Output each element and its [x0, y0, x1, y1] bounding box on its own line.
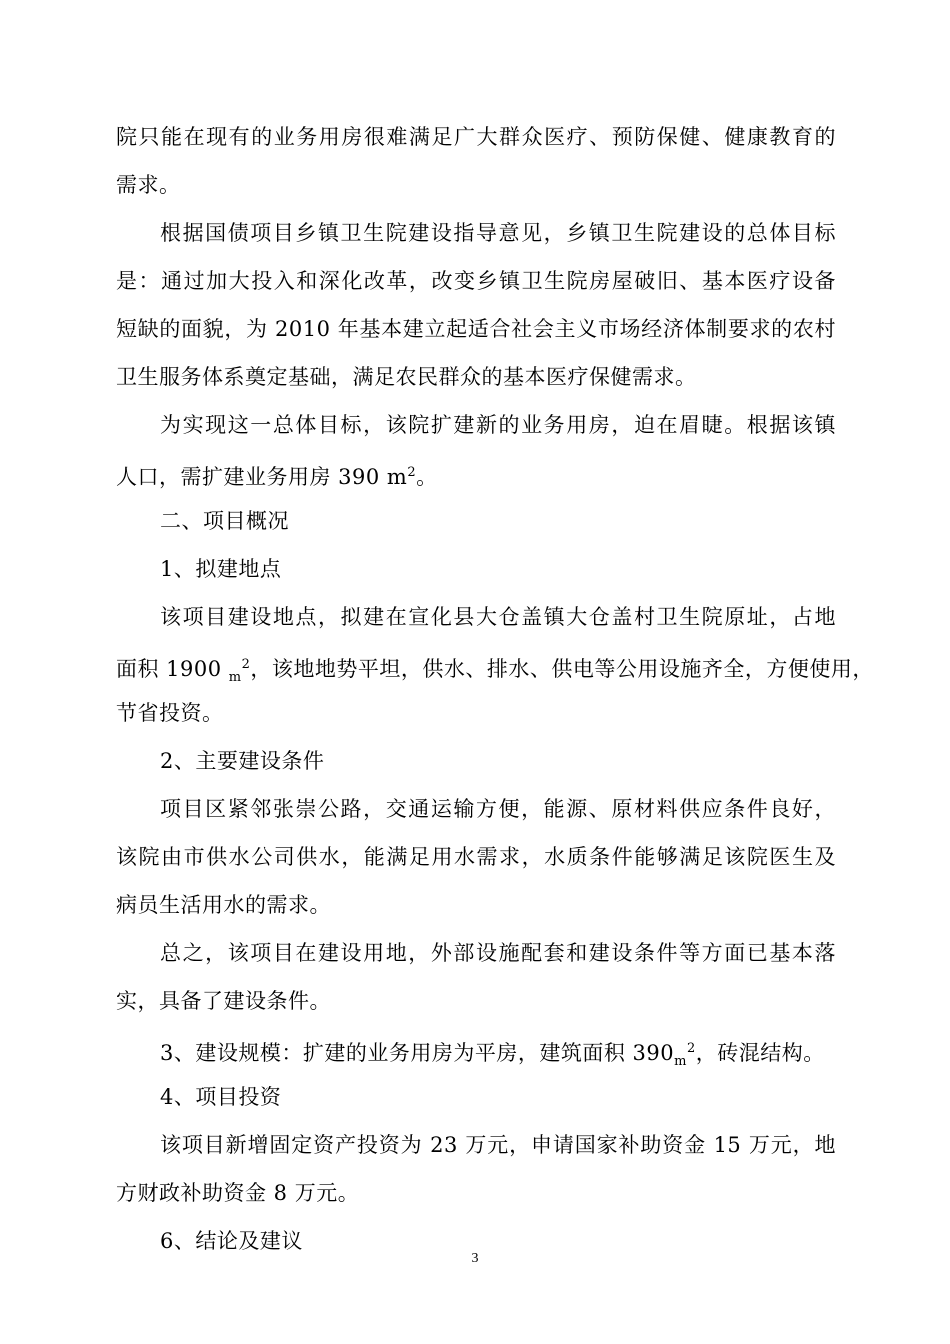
paragraph-line: 节省投资。 [116, 701, 224, 725]
paragraph-line: 为实现这一总体目标，该院扩建新的业务用房，迫在眉睫。根据该镇 [160, 413, 836, 437]
section-heading: 4、项目投资 [160, 1085, 282, 1109]
section-heading: 2、主要建设条件 [160, 749, 325, 773]
line-text: 。 [416, 465, 438, 489]
paragraph-line: 该项目新增固定资产投资为 23 万元，申请国家补助资金 15 万元，地 [160, 1133, 836, 1157]
line-text: 人口，需扩建业务用房 390 m [116, 465, 408, 489]
paragraph-line: 是：通过加大投入和深化改革，改变乡镇卫生院房屋破旧、基本医疗设备 [116, 269, 836, 293]
paragraph-line [116, 650, 874, 686]
paragraph-line [116, 458, 836, 488]
section-heading: 1、拟建地点 [160, 557, 282, 581]
paragraph-line: 短缺的面貌，为 2010 年基本建立起适合社会主义市场经济体制要求的农村 [116, 317, 836, 341]
paragraph-line: 病员生活用水的需求。 [116, 893, 331, 917]
paragraph-line: 项目区紧邻张崇公路，交通运输方便，能源、原材料供应条件良好， [160, 797, 836, 821]
paragraph-line: 该项目建设地点，拟建在宣化县大仓盖镇大仓盖村卫生院原址，占地 [160, 605, 836, 629]
paragraph-line: 该院由市供水公司供水，能满足用水需求，水质条件能够满足该院医生及 [116, 845, 836, 869]
unit-superscript: 2 [407, 465, 417, 480]
unit-subscript: m [674, 1054, 687, 1070]
paragraph-line: 院只能在现有的业务用房很难满足广大群众医疗、预防保健、健康教育的 [116, 125, 836, 149]
unit-superscript: 2 [686, 1041, 696, 1056]
unit-subscript: m [228, 670, 242, 686]
line-text: ，该地地势平坦，供水、排水、供电等公用设施齐全，方便使用， [250, 657, 874, 681]
paragraph-line: 根据国债项目乡镇卫生院建设指导意见，乡镇卫生院建设的总体目标 [160, 221, 836, 245]
line-text: 面积 1900 [116, 657, 229, 681]
paragraph-line: 总之，该项目在建设用地，外部设施配套和建设条件等方面已基本落 [160, 941, 836, 965]
unit-superscript: 2 [241, 657, 251, 672]
paragraph-line: 实，具备了建设条件。 [116, 989, 331, 1013]
section-heading: 6、结论及建议 [160, 1229, 303, 1253]
page-number: 3 [471, 1251, 479, 1266]
line-text: ，砖混结构。 [695, 1041, 825, 1065]
paragraph-line: 卫生服务体系奠定基础，满足农民群众的基本医疗保健需求。 [116, 365, 697, 389]
paragraph-line: 需求。 [116, 173, 181, 197]
paragraph-line: 方财政补助资金 8 万元。 [116, 1181, 360, 1205]
section-heading [160, 1034, 836, 1070]
section-heading: 二、项目概况 [160, 509, 289, 533]
line-text: 3、建设规模：扩建的业务用房为平房，建筑面积 390 [160, 1041, 675, 1065]
